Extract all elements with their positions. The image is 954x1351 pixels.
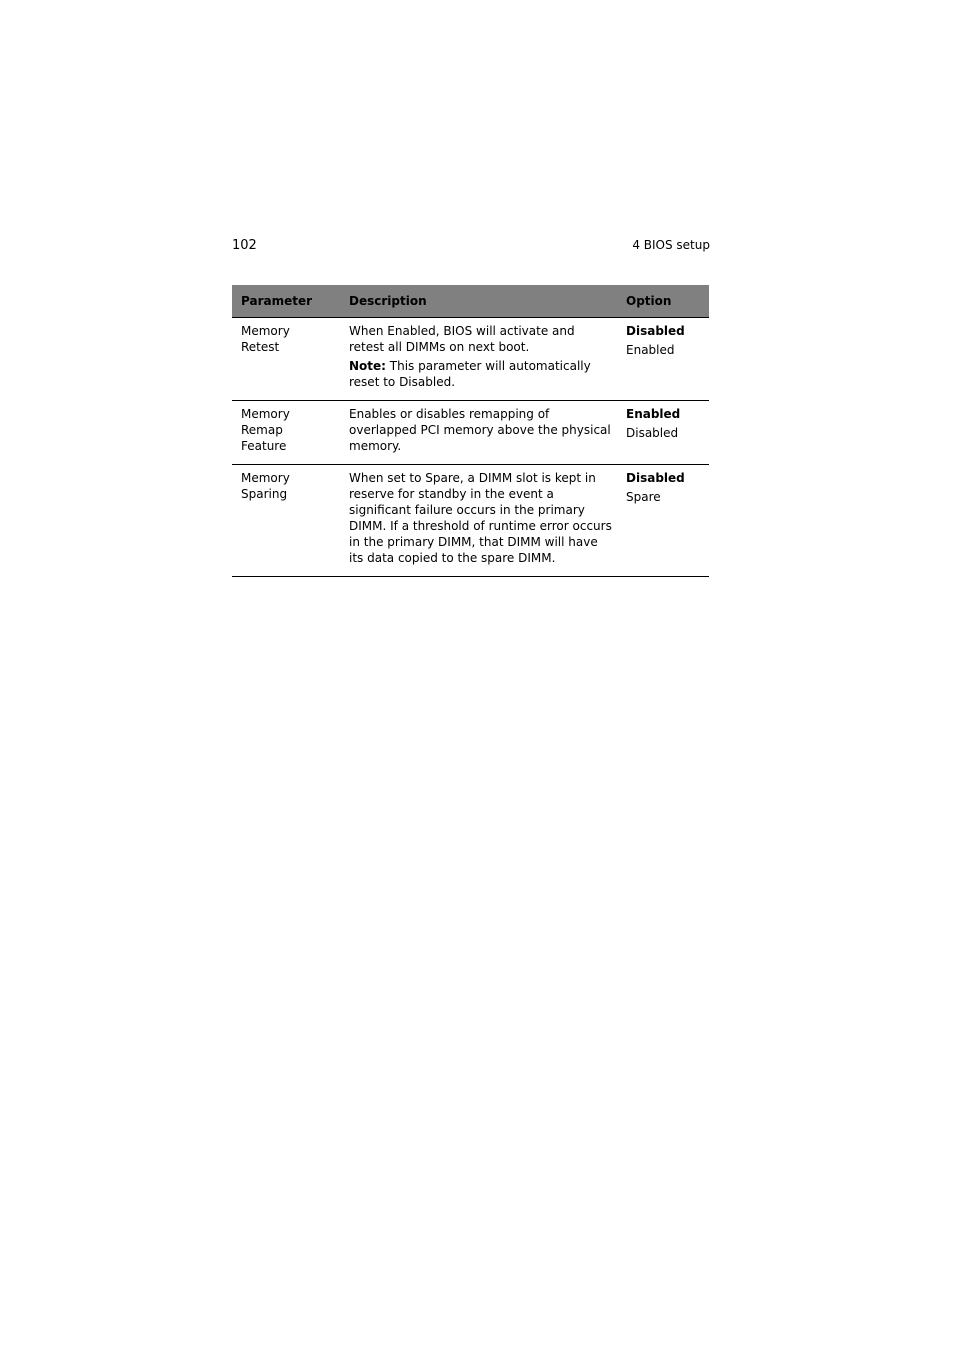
description-note — [349, 358, 613, 390]
table-header-row — [232, 285, 709, 318]
option-alternative: Enabled — [626, 343, 675, 357]
option-cell — [617, 401, 709, 465]
option-alternative: Disabled — [626, 426, 679, 440]
table-row-memory-retest — [232, 318, 709, 401]
page-number: 102 — [232, 238, 257, 253]
param-cell — [232, 401, 340, 465]
param-name: Memory Retest — [241, 324, 290, 354]
option-default: Disabled — [626, 471, 685, 485]
table-row-memory-sparing — [232, 465, 709, 577]
description-cell — [340, 401, 617, 465]
bios-parameter-table — [232, 285, 709, 577]
note-label: Note: — [349, 359, 386, 373]
description-cell — [340, 318, 617, 401]
option-default: Enabled — [626, 407, 681, 421]
description-cell — [340, 465, 617, 577]
column-header-parameter: Parameter — [232, 285, 340, 318]
description-text: When set to Spare, a DIMM slot is kept in reserve for standby in the event a significant failure occurs in the primary DIMM. If a threshold of runtime error occurs in the primary DIMM, that DIMM will have its data copied to the spare DIMM. — [349, 471, 612, 565]
param-cell — [232, 318, 340, 401]
column-header-option: Option — [617, 285, 709, 318]
option-alternative: Spare — [626, 490, 661, 504]
option-cell — [617, 318, 709, 401]
option-cell — [617, 465, 709, 577]
table-row-memory-remap-feature — [232, 401, 709, 465]
param-cell — [232, 465, 340, 577]
description-text: When Enabled, BIOS will activate and retest all DIMMs on next boot. — [349, 324, 575, 354]
description-text: Enables or disables remapping of overlapped PCI memory above the physical memory. — [349, 407, 611, 453]
note-text: This parameter will automatically reset to Disabled. — [349, 359, 591, 389]
param-name: Memory Remap Feature — [241, 407, 290, 453]
running-head: 4 BIOS setup — [632, 238, 710, 252]
param-name: Memory Sparing — [241, 471, 290, 501]
option-default: Disabled — [626, 324, 685, 338]
column-header-description: Description — [340, 285, 617, 318]
